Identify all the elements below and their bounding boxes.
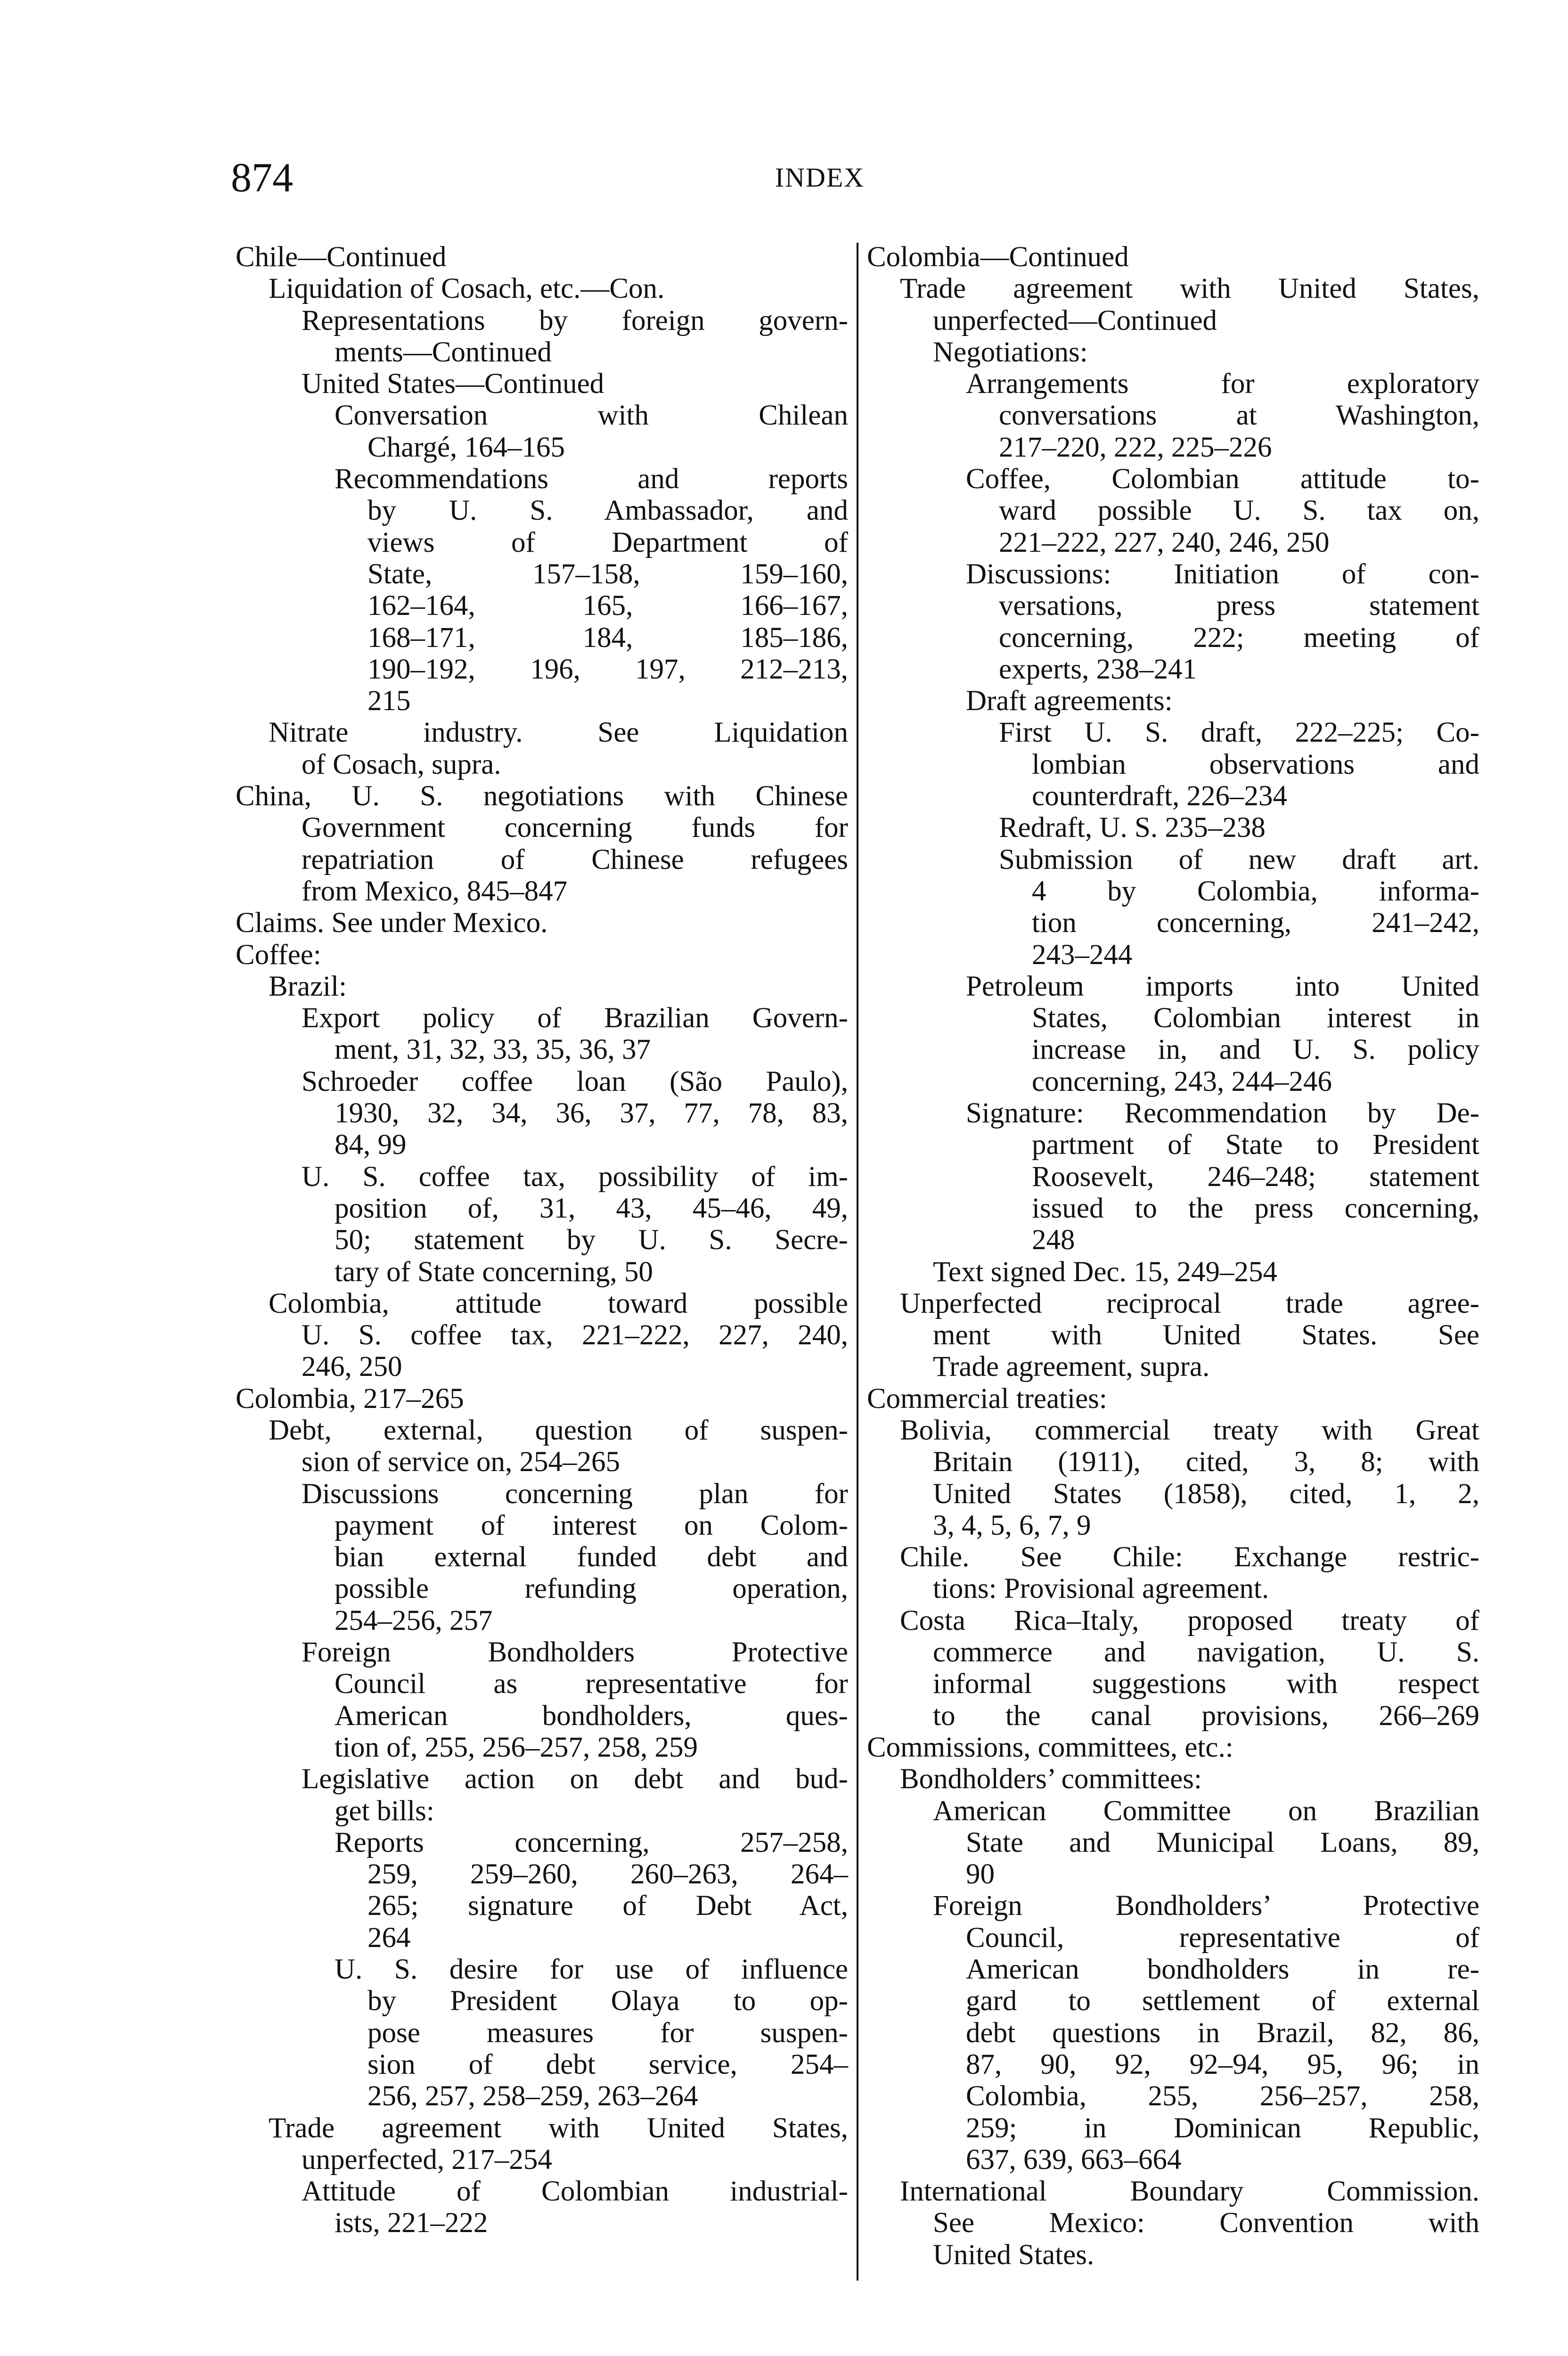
index-line: bian external funded debt and (335, 1541, 848, 1573)
index-line: Text signed Dec. 15, 249–254 (933, 1256, 1277, 1288)
index-line: 87, 90, 92, 92–94, 95, 96; in (966, 2048, 1479, 2080)
index-line: 168–171, 184, 185–186, (368, 622, 848, 654)
index-line: tary of State concerning, 50 (335, 1256, 653, 1288)
index-line: Brazil: (269, 970, 347, 1002)
index-line: 90 (966, 1858, 995, 1890)
index-line: 259, 259–260, 260–263, 264– (368, 1858, 848, 1890)
index-line: Colombia, attitude toward possible (269, 1287, 848, 1319)
index-line: of Cosach, supra. (302, 748, 501, 780)
index-line: issued to the press concerning, (1032, 1192, 1479, 1224)
index-line: Legislative action on debt and bud- (302, 1763, 848, 1795)
index-line: Foreign Bondholders’ Protective (933, 1890, 1479, 1922)
index-line: Colombia, 255, 256–257, 258, (966, 2080, 1479, 2112)
index-line: State, 157–158, 159–160, (368, 558, 848, 590)
index-line: tions: Provisional agreement. (933, 1573, 1269, 1605)
index-line: ward possible U. S. tax on, (999, 495, 1479, 527)
index-line: to the canal provisions, 266–269 (933, 1700, 1479, 1732)
index-line: 256, 257, 258–259, 263–264 (368, 2080, 698, 2112)
index-line: Draft agreements: (966, 685, 1173, 717)
index-line: 259; in Dominican Republic, (966, 2112, 1479, 2144)
page-number: 874 (231, 155, 293, 201)
index-line: position of, 31, 43, 45–46, 49, (335, 1192, 848, 1224)
index-line: commerce and navigation, U. S. (933, 1636, 1479, 1669)
index-line: get bills: (335, 1795, 434, 1827)
index-line: Trade agreement, supra. (933, 1351, 1210, 1383)
index-line: concerning, 222; meeting of (999, 622, 1479, 654)
index-line: sion of service on, 254–265 (302, 1446, 620, 1478)
index-line: payment of interest on Colom- (335, 1509, 848, 1541)
index-line: Foreign Bondholders Protective (302, 1636, 848, 1669)
index-line: ment, 31, 32, 33, 35, 36, 37 (335, 1034, 651, 1066)
index-line: Roosevelt, 246–248; statement (1032, 1161, 1479, 1193)
index-line: First U. S. draft, 222–225; Co- (999, 717, 1479, 749)
index-line: ists, 221–222 (335, 2207, 488, 2239)
index-line: unperfected, 217–254 (302, 2143, 552, 2176)
index-line: American Committee on Brazilian (933, 1795, 1479, 1827)
index-line: Signature: Recommendation by De- (966, 1097, 1479, 1129)
index-line: 4 by Colombia, informa- (1032, 875, 1479, 907)
index-line: experts, 238–241 (999, 653, 1197, 685)
index-line: by President Olaya to op- (368, 1985, 848, 2017)
index-line: ments—Continued (335, 336, 552, 368)
index-line: United States. (933, 2239, 1094, 2271)
index-line: State and Municipal Loans, 89, (966, 1826, 1479, 1858)
index-line: Coffee: (236, 939, 321, 971)
index-line: pose measures for suspen- (368, 2017, 848, 2049)
index-line: Attitude of Colombian industrial- (302, 2176, 848, 2208)
index-line: 248 (1032, 1224, 1075, 1256)
index-line: concerning, 243, 244–246 (1032, 1065, 1332, 1097)
index-line: Chargé, 164–165 (368, 431, 565, 463)
index-line: from Mexico, 845–847 (302, 875, 568, 907)
index-line: Bondholders’ committees: (900, 1763, 1202, 1795)
index-line: ment with United States. See (933, 1319, 1479, 1351)
index-line: Petroleum imports into United (966, 970, 1479, 1002)
index-line: 217–220, 222, 225–226 (999, 431, 1272, 463)
index-line: 3, 4, 5, 6, 7, 9 (933, 1509, 1091, 1541)
index-line: Negotiations: (933, 336, 1088, 368)
index-line: informal suggestions with respect (933, 1668, 1479, 1700)
index-line: Chile—Continued (236, 241, 447, 273)
index-line: 162–164, 165, 166–167, (368, 590, 848, 622)
index-line: counterdraft, 226–234 (1032, 780, 1288, 812)
index-line: Conversation with Chilean (335, 400, 848, 432)
index-column-right (867, 241, 1479, 2271)
index-line: Coffee, Colombian attitude to- (966, 463, 1479, 495)
index-line: U. S. coffee tax, 221–222, 227, 240, (302, 1319, 848, 1351)
index-line: unperfected—Continued (933, 304, 1217, 336)
index-line: partment of State to President (1032, 1129, 1479, 1161)
index-line: China, U. S. negotiations with Chinese (236, 780, 848, 812)
index-line: Claims. See under Mexico. (236, 907, 548, 939)
index-line: 637, 639, 663–664 (966, 2143, 1182, 2176)
index-column-left (236, 241, 848, 2239)
index-line: versations, press statement (999, 590, 1479, 622)
index-line: Government concerning funds for (302, 812, 848, 844)
index-line: Arrangements for exploratory (966, 368, 1479, 400)
index-line: United States—Continued (302, 368, 604, 400)
index-line: Council, representative of (966, 1922, 1479, 1954)
index-line: Commercial treaties: (867, 1383, 1107, 1415)
index-line: sion of debt service, 254– (368, 2048, 848, 2080)
index-line: Schroeder coffee loan (São Paulo), (302, 1065, 848, 1097)
index-line: Britain (1911), cited, 3, 8; with (933, 1446, 1479, 1478)
index-line: 84, 99 (335, 1129, 407, 1161)
index-line: views of Department of (368, 526, 848, 558)
index-line: Submission of new draft art. (999, 843, 1479, 875)
index-line: 1930, 32, 34, 36, 37, 77, 78, 83, (335, 1097, 848, 1129)
index-line: American bondholders in re- (966, 1954, 1479, 1986)
index-line: States, Colombian interest in (1032, 1002, 1479, 1034)
index-line: Council as representative for (335, 1668, 848, 1700)
index-line: Discussions: Initiation of con- (966, 558, 1479, 590)
index-line: 264 (368, 1922, 411, 1954)
index-line: tion of, 255, 256–257, 258, 259 (335, 1731, 698, 1763)
index-line: Unperfected reciprocal trade agree- (900, 1287, 1479, 1319)
index-line: repatriation of Chinese refugees (302, 843, 848, 875)
index-line: lombian observations and (1032, 748, 1479, 780)
index-line: Commissions, committees, etc.: (867, 1731, 1233, 1763)
index-line: 50; statement by U. S. Secre- (335, 1224, 848, 1256)
index-line: American bondholders, ques- (335, 1700, 848, 1732)
running-head: INDEX (775, 162, 865, 193)
index-line: Reports concerning, 257–258, (335, 1826, 848, 1858)
index-line: 243–244 (1032, 939, 1133, 971)
index-line: Liquidation of Cosach, etc.—Con. (269, 273, 665, 305)
index-line: Nitrate industry. See Liquidation (269, 717, 848, 749)
index-line: Bolivia, commercial treaty with Great (900, 1414, 1479, 1446)
index-line: debt questions in Brazil, 82, 86, (966, 2017, 1479, 2049)
index-line: Discussions concerning plan for (302, 1478, 848, 1510)
index-line: Trade agreement with United States, (900, 273, 1479, 305)
index-line: conversations at Washington, (999, 400, 1479, 432)
index-line: tion concerning, 241–242, (1032, 907, 1479, 939)
index-line: 215 (368, 685, 411, 717)
index-line: Chile. See Chile: Exchange restric- (900, 1541, 1479, 1573)
index-line: See Mexico: Convention with (933, 2207, 1479, 2239)
index-line: 265; signature of Debt Act, (368, 1890, 848, 1922)
column-divider (857, 243, 858, 2281)
index-line: Redraft, U. S. 235–238 (999, 812, 1266, 844)
index-line: 254–256, 257 (335, 1604, 493, 1636)
index-line: Trade agreement with United States, (269, 2112, 848, 2144)
index-line: 246, 250 (302, 1351, 402, 1383)
index-line: Recommendations and reports (335, 463, 848, 495)
index-line: possible refunding operation, (335, 1573, 848, 1605)
index-line: Debt, external, question of suspen- (269, 1414, 848, 1446)
index-line: U. S. desire for use of influence (335, 1954, 848, 1986)
index-line: Colombia—Continued (867, 241, 1129, 273)
index-line: International Boundary Commission. (900, 2176, 1479, 2208)
index-line: Representations by foreign govern- (302, 304, 848, 336)
index-line: 190–192, 196, 197, 212–213, (368, 653, 848, 685)
index-line: gard to settlement of external (966, 1985, 1479, 2017)
index-line: 221–222, 227, 240, 246, 250 (999, 526, 1330, 558)
index-line: increase in, and U. S. policy (1032, 1034, 1479, 1066)
index-line: U. S. coffee tax, possibility of im- (302, 1161, 848, 1193)
index-line: United States (1858), cited, 1, 2, (933, 1478, 1479, 1510)
index-line: Costa Rica–Italy, proposed treaty of (900, 1604, 1479, 1636)
index-line: by U. S. Ambassador, and (368, 495, 848, 527)
index-line: Colombia, 217–265 (236, 1383, 464, 1415)
index-line: Export policy of Brazilian Govern- (302, 1002, 848, 1034)
